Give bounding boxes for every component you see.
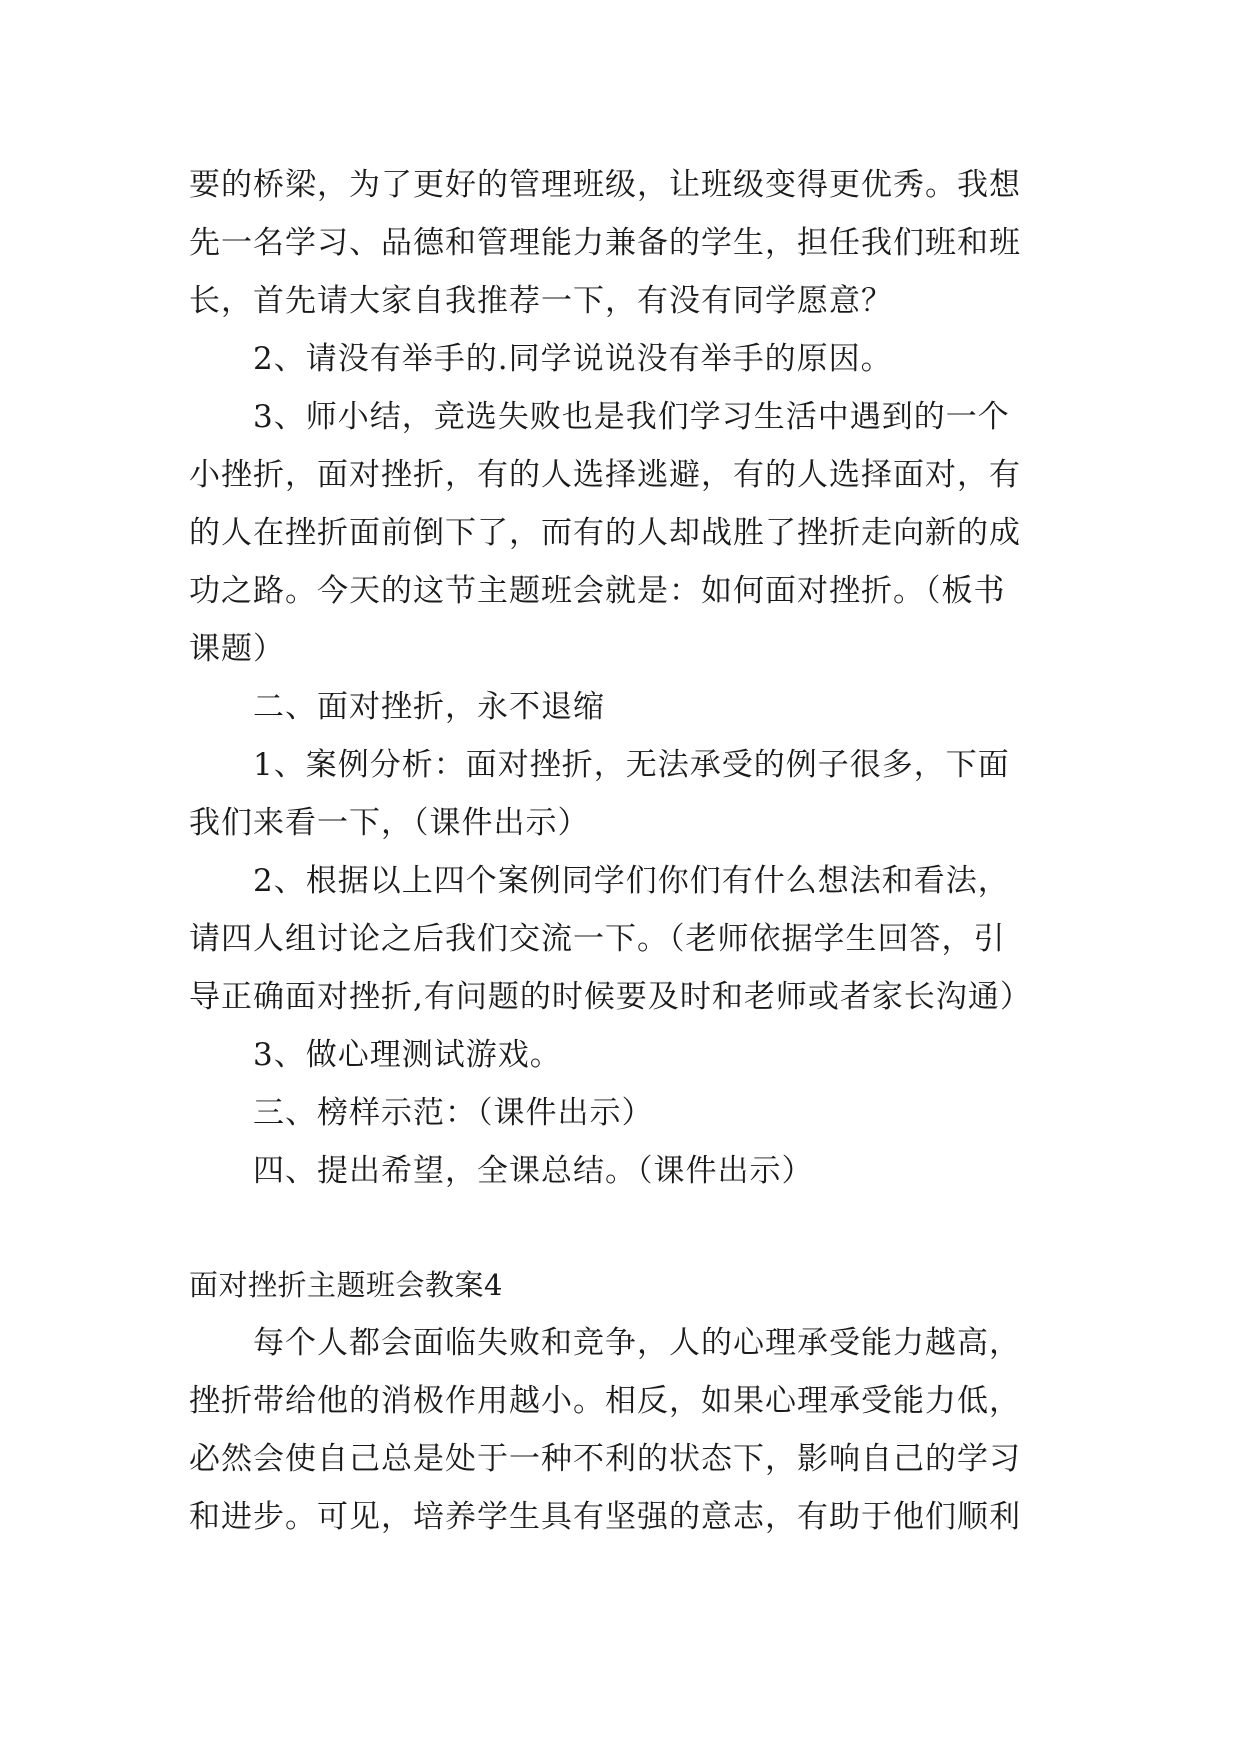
body-line: 长，首先请大家自我推荐一下，有没有同学愿意？ bbox=[189, 283, 893, 319]
body-line: 我们来看一下，（课件出示） bbox=[189, 805, 590, 841]
body-line: 每个人都会面临失败和竞争，人的心理承受能力越高， bbox=[253, 1325, 1021, 1361]
body-line: 挫折带给他的消极作用越小。相反，如果心理承受能力低， bbox=[189, 1383, 1021, 1419]
body-line: 2、请没有举手的.同学说说没有举手的原因。 bbox=[253, 341, 893, 377]
body-line: 的人在挫折面前倒下了，而有的人却战胜了挫折走向新的成 bbox=[189, 515, 1021, 551]
body-line: 3、师小结，竞选失败也是我们学习生活中遇到的一个 bbox=[253, 399, 1010, 435]
body-line: 先一名学习、品德和管理能力兼备的学生，担任我们班和班 bbox=[189, 225, 1021, 261]
body-line: 要的桥梁，为了更好的管理班级，让班级变得更优秀。我想 bbox=[189, 167, 1021, 203]
section-title: 面对挫折主题班会教案4 bbox=[189, 1268, 503, 1302]
body-line: 3、做心理测试游戏。 bbox=[253, 1037, 562, 1073]
body-line: 小挫折，面对挫折，有的人选择逃避，有的人选择面对，有 bbox=[189, 457, 1021, 493]
body-line: 1、案例分析：面对挫折，无法承受的例子很多，下面 bbox=[253, 747, 1010, 783]
body-line: 2、根据以上四个案例同学们你们有什么想法和看法， bbox=[253, 863, 1010, 899]
body-line: 二、面对挫折，永不退缩 bbox=[253, 689, 605, 725]
body-line: 必然会使自己总是处于一种不利的状态下，影响自己的学习 bbox=[189, 1441, 1021, 1477]
body-line: 功之路。今天的这节主题班会就是：如何面对挫折。（板书 bbox=[189, 573, 1006, 609]
body-line: 课题） bbox=[189, 631, 285, 667]
body-line: 和进步。可见，培养学生具有坚强的意志，有助于他们顺利 bbox=[189, 1499, 1021, 1535]
body-line: 请四人组讨论之后我们交流一下。（老师依据学生回答，引 bbox=[189, 921, 1006, 957]
body-line: 导正确面对挫折,有问题的时候要及时和老师或者家长沟通） bbox=[189, 979, 1032, 1015]
body-line: 四、提出希望，全课总结。（课件出示） bbox=[253, 1153, 814, 1189]
body-line: 三、榜样示范：（课件出示） bbox=[253, 1095, 654, 1131]
